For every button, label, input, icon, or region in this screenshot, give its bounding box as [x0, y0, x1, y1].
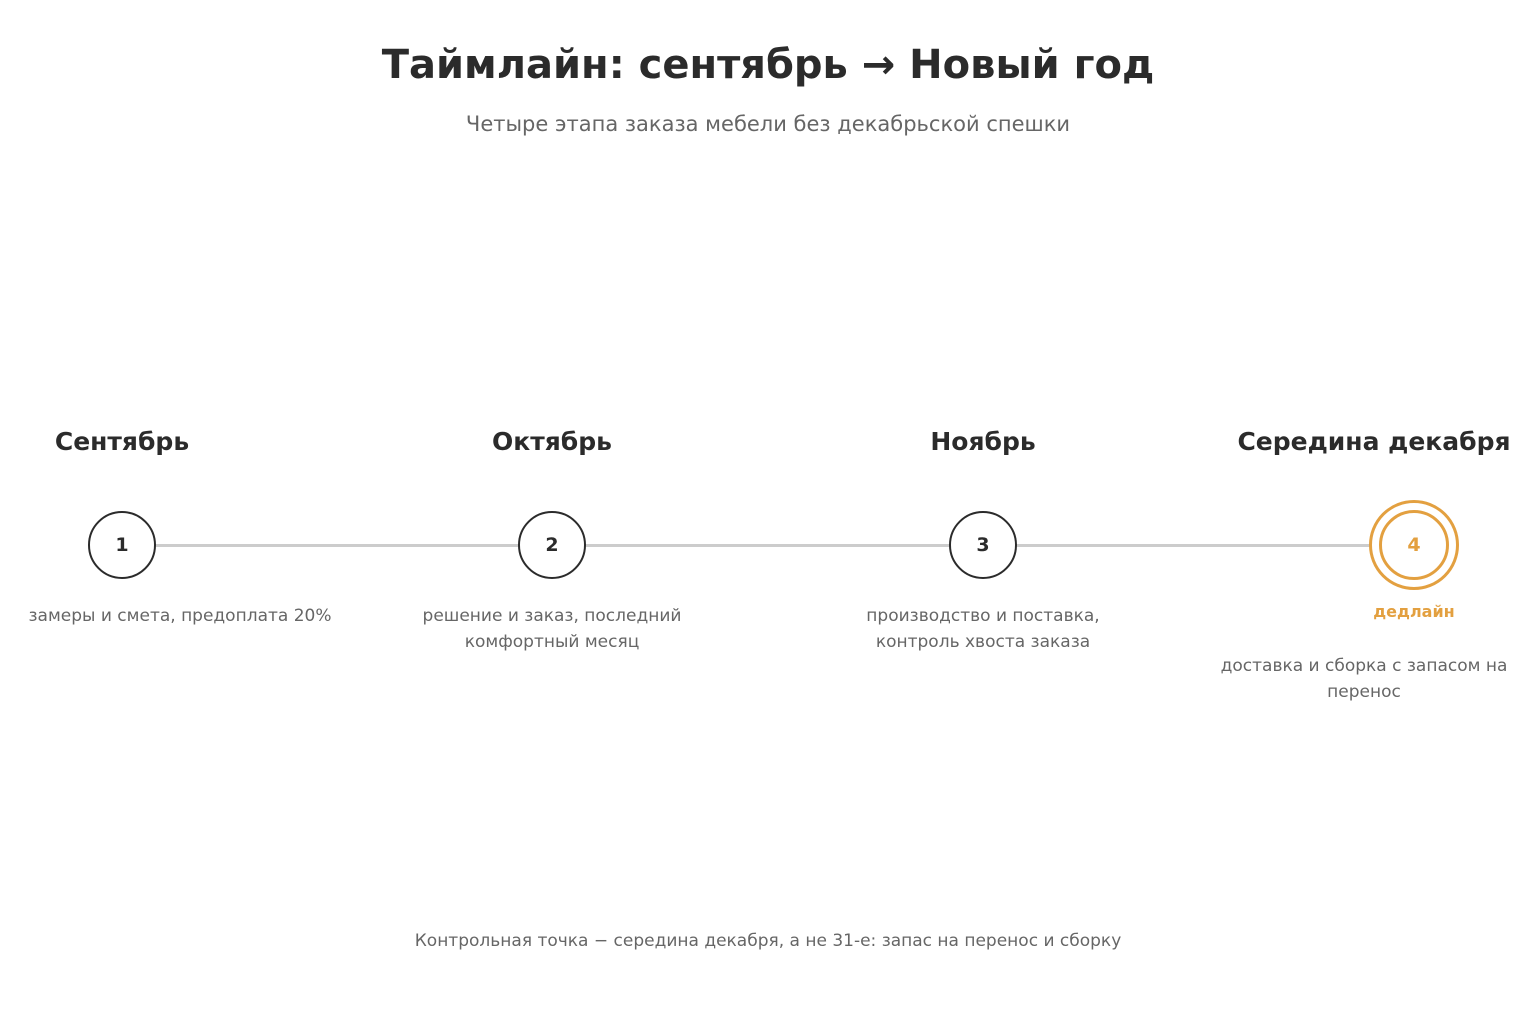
step-number-node: 2	[518, 511, 586, 579]
page-title: Таймлайн: сентябрь → Новый год	[381, 42, 1155, 88]
step-description: производство и поставка, контроль хвоста заказа	[866, 606, 1100, 652]
timeline-connector	[585, 544, 951, 547]
deadline-badge: дедлайн	[1373, 602, 1455, 621]
step-title: Октябрь	[492, 427, 612, 456]
timeline-connector	[155, 544, 520, 547]
step-title: Сентябрь	[54, 427, 190, 456]
page-subtitle: Четыре этапа заказа мебели без декабрьской спешки	[465, 112, 1071, 136]
step-number-node: 3	[949, 511, 1017, 579]
step-number-node: 4	[1379, 510, 1449, 580]
step-title: Ноябрь	[930, 427, 1036, 456]
step-number-node: 1	[88, 511, 156, 579]
timeline-connector	[1016, 544, 1372, 547]
step-description: замеры и смета, предоплата 20%	[28, 606, 332, 626]
footer-note: Контрольная точка − середина декабря, а не 31-е: запас на перенос и сборку	[414, 931, 1122, 951]
step-title: Середина декабря	[1237, 427, 1511, 456]
step-description: решение и заказ, последний комфортный месяц	[422, 606, 682, 652]
step-description: доставка и сборка с запасом на перенос	[1220, 656, 1508, 702]
